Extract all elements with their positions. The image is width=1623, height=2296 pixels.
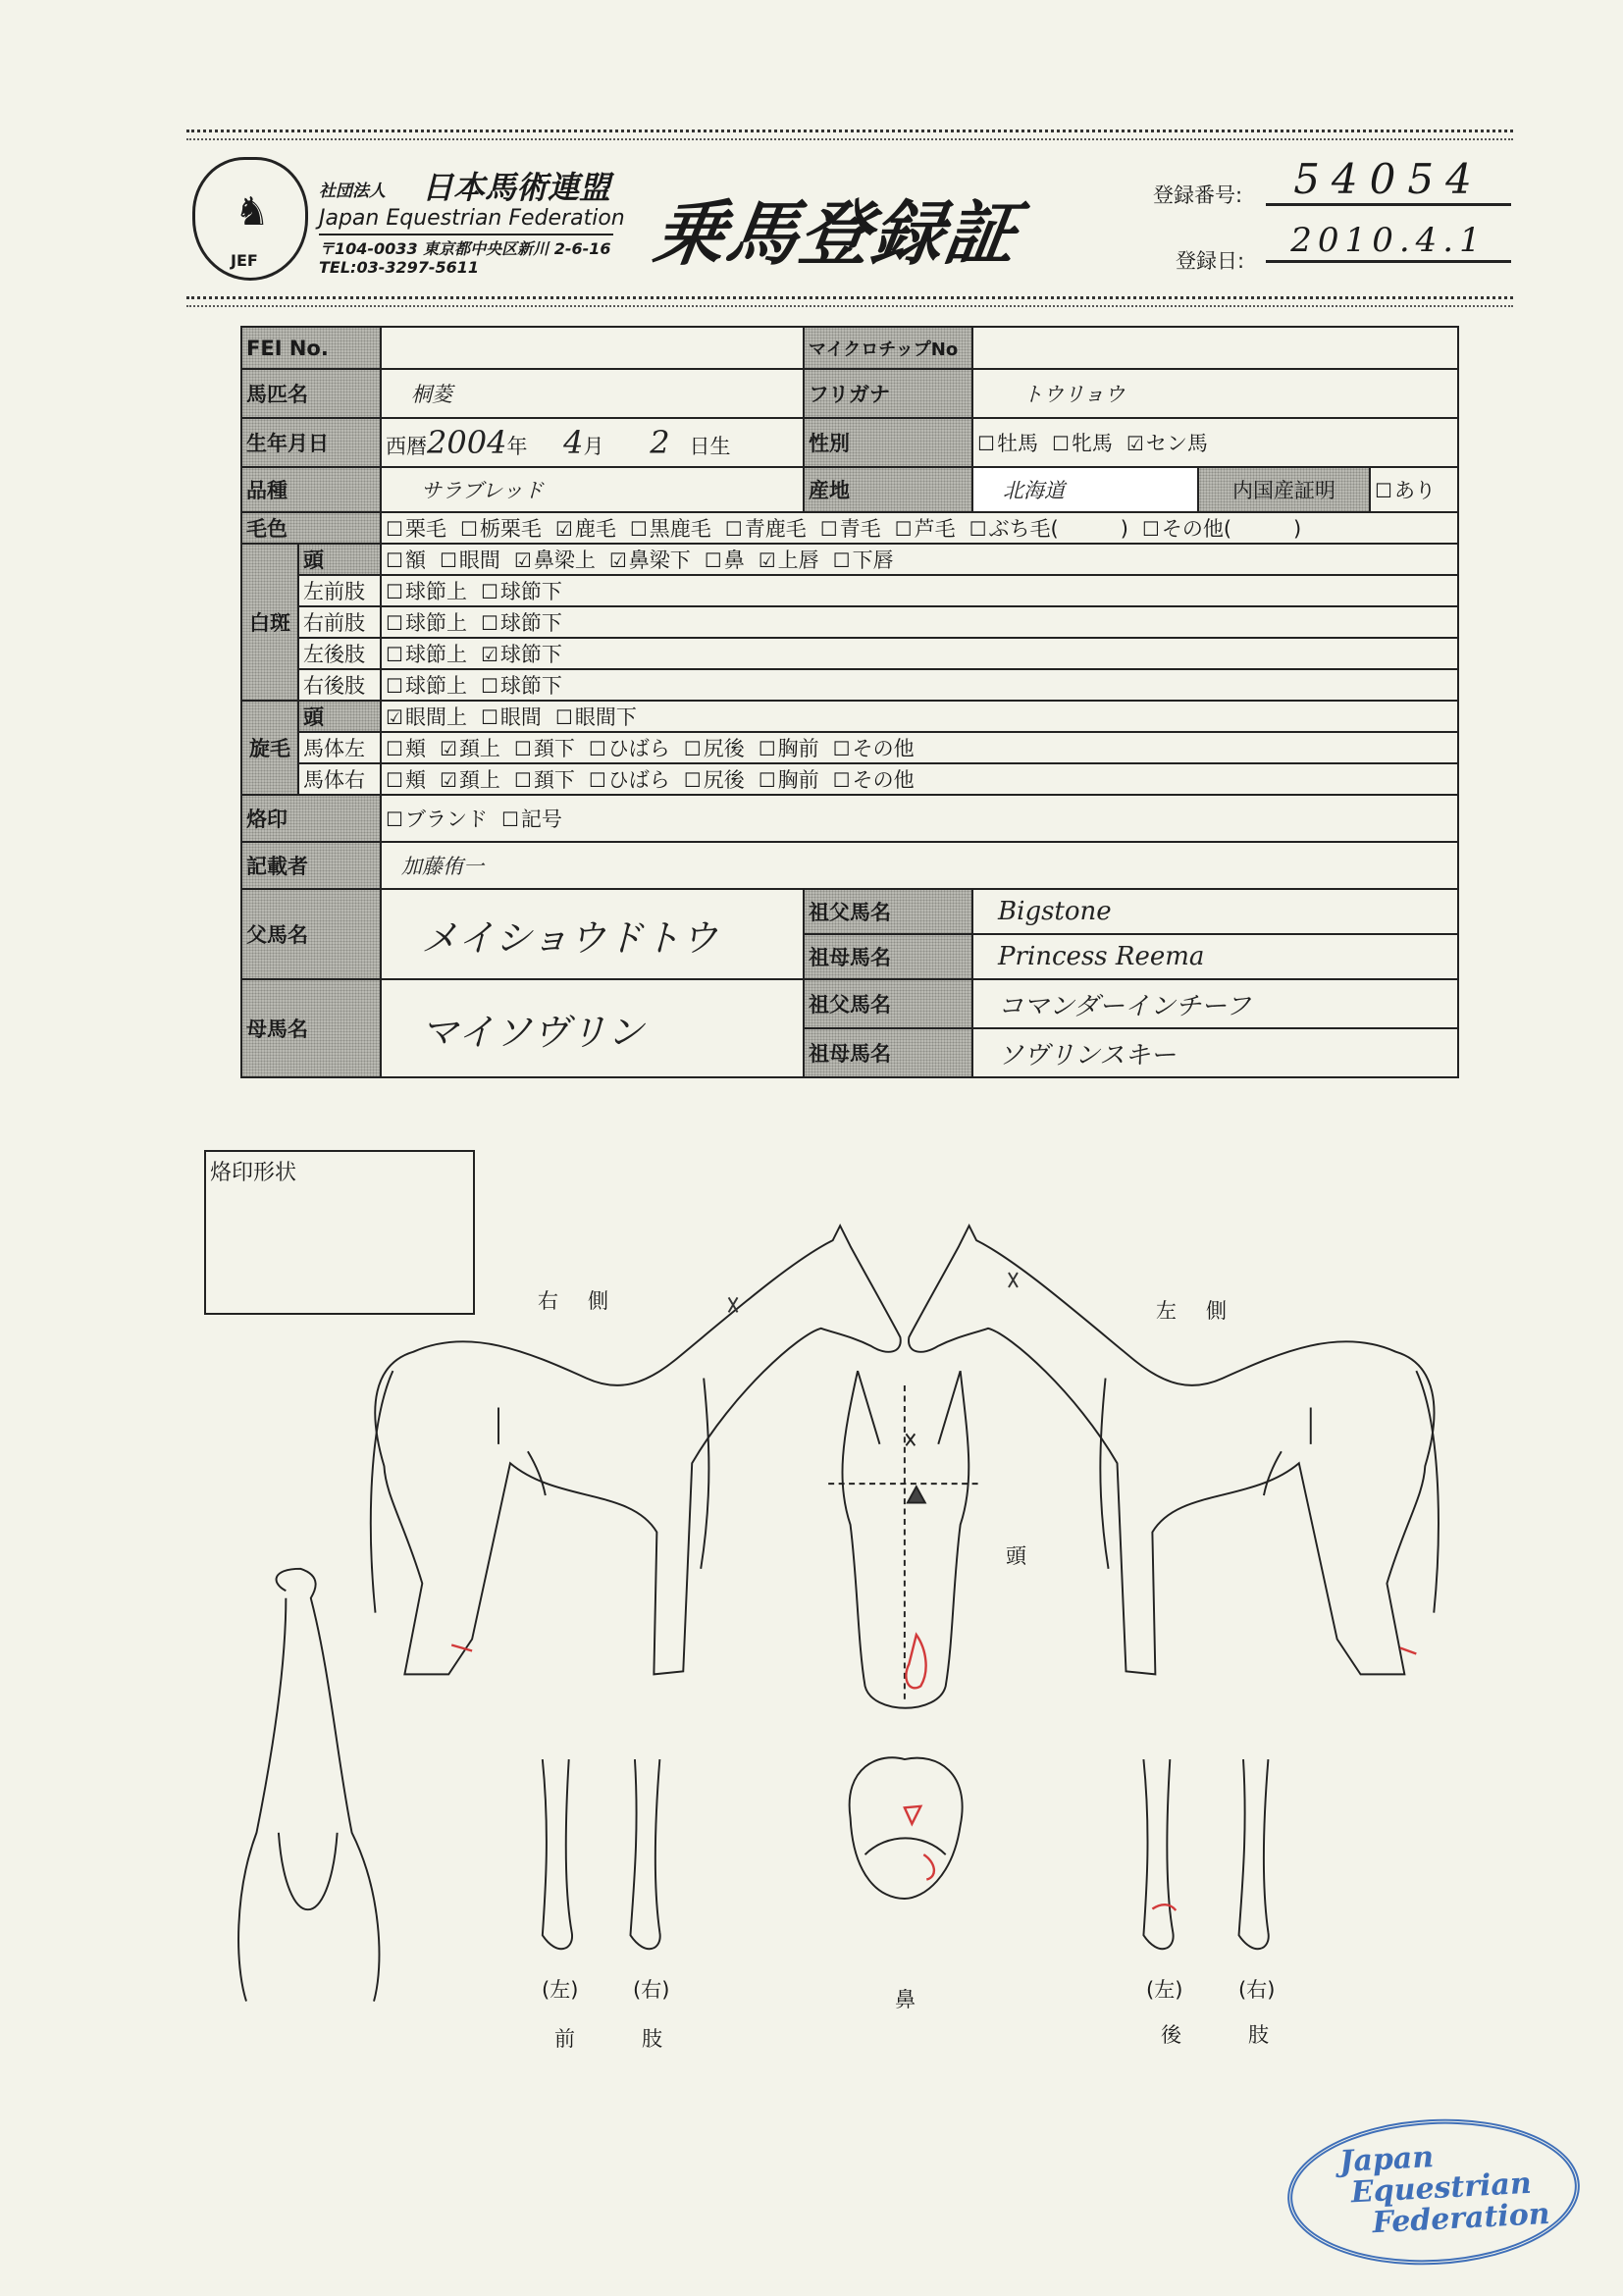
white-marking-annotations <box>451 1635 1416 1910</box>
checkbox-label: 上唇 <box>777 548 819 572</box>
checkbox-label: 額 <box>404 548 426 572</box>
checkbox-label: 鼻梁下 <box>628 548 691 572</box>
neck-top-view <box>238 1569 379 2002</box>
horse-rider-icon: ♞ <box>235 189 270 235</box>
sire-value: メイショウドトウ <box>381 889 804 979</box>
checkbox-label: 球節下 <box>499 643 562 666</box>
stamp-line: Equestrian <box>1350 2166 1533 2211</box>
org-prefix: 社団法人 <box>319 182 386 201</box>
unchecked-box-icon[interactable]: ☐ <box>1375 479 1392 502</box>
checkbox-label: 尻後 <box>703 737 745 760</box>
writer-value: 加藤侑一 <box>381 842 1458 889</box>
horse-left-side <box>909 1226 1439 1674</box>
unchecked-box-icon[interactable]: ☐ <box>480 705 498 729</box>
checkbox-label: 球節下 <box>499 674 562 698</box>
unchecked-box-icon[interactable]: ☐ <box>386 643 403 666</box>
checkbox-label: 眼間上 <box>404 705 467 729</box>
unchecked-box-icon[interactable]: ☐ <box>758 737 776 760</box>
unchecked-box-icon[interactable]: ☐ <box>500 808 519 831</box>
unchecked-box-icon[interactable]: ☐ <box>386 611 403 635</box>
checkbox-label: セン馬 <box>1145 432 1208 455</box>
whorl-part-label: 頭 <box>298 701 381 732</box>
unchecked-box-icon[interactable]: ☐ <box>819 517 838 541</box>
checked-box-icon[interactable]: ☑ <box>513 548 532 572</box>
whorl-part-label: 馬体左 <box>298 732 381 763</box>
sire-grandsire-value: Bigstone <box>972 889 1458 934</box>
checked-box-icon[interactable]: ☑ <box>439 737 457 760</box>
dam-grandsire-value: コマンダーインチーフ <box>972 979 1458 1028</box>
checkbox-label: 眼間 <box>499 705 542 729</box>
checkbox-label: ひばら <box>607 768 670 792</box>
dam-grandsire-label: 祖父馬名 <box>804 979 972 1028</box>
unchecked-box-icon[interactable]: ☐ <box>386 580 403 603</box>
unchecked-box-icon[interactable]: ☐ <box>977 432 995 455</box>
checkbox-label: 栗毛 <box>404 517 446 541</box>
checked-box-icon[interactable]: ☑ <box>608 548 627 572</box>
checkbox-label: 頚上 <box>458 768 500 792</box>
checkbox-label: 記号 <box>520 808 562 831</box>
dam-label: 母馬名 <box>241 979 381 1077</box>
org-name-en: Japan Equestrian Federation <box>319 206 625 231</box>
checkbox-label: 頬 <box>404 737 426 760</box>
unchecked-box-icon[interactable]: ☐ <box>832 548 851 572</box>
unchecked-box-icon[interactable]: ☐ <box>513 737 532 760</box>
unchecked-box-icon[interactable]: ☐ <box>386 674 403 698</box>
document-title: 乗馬登録証 <box>649 192 1024 275</box>
chip-label: マイクロチップNo <box>804 327 972 369</box>
hind-legs-view <box>1143 1759 1268 1949</box>
birth-era: 西暦 <box>386 435 428 458</box>
brand-shape-label: 烙印形状 <box>210 1161 297 1185</box>
unchecked-box-icon[interactable]: ☐ <box>969 517 987 541</box>
checkbox-label: 青鹿毛 <box>744 517 807 541</box>
birth-month: 4 <box>563 424 584 461</box>
birth-year-unit: 年 <box>506 435 528 458</box>
unchecked-box-icon[interactable]: ☐ <box>554 705 573 729</box>
reg-no-value: 54054 <box>1266 155 1511 206</box>
white-part-label: 左前肢 <box>298 575 381 606</box>
left-side-label: 左側 <box>1156 1299 1256 1323</box>
birth-day-unit: 日生 <box>689 435 731 458</box>
unchecked-box-icon[interactable]: ☐ <box>758 768 776 792</box>
checkbox-label: ひばら <box>607 737 670 760</box>
dam-value: マイソヴリン <box>381 979 804 1077</box>
head-label: 頭 <box>1006 1544 1056 1568</box>
unchecked-box-icon[interactable]: ☐ <box>386 517 403 541</box>
stamp-line: Federation <box>1371 2196 1551 2241</box>
head-front-view <box>828 1371 979 1708</box>
dam-granddam-label: 祖母馬名 <box>804 1028 972 1077</box>
hind-left-label: (左) <box>1146 1978 1183 2002</box>
reg-date-value: 2010.4.1 <box>1266 221 1511 263</box>
unchecked-box-icon[interactable]: ☐ <box>1051 432 1070 455</box>
origin-label: 産地 <box>804 467 972 512</box>
unchecked-box-icon[interactable]: ☐ <box>480 580 498 603</box>
name-value: 桐菱 <box>381 369 804 418</box>
unchecked-box-icon[interactable]: ☐ <box>386 737 403 760</box>
sex-label: 性別 <box>804 418 972 467</box>
unchecked-box-icon[interactable]: ☐ <box>386 548 403 572</box>
white-marking-label: 白斑 <box>241 544 298 701</box>
checkbox-label: ぶち毛( ) <box>988 517 1128 541</box>
checkbox-label: その他 <box>852 768 915 792</box>
kana-value: トウリョウ <box>972 369 1458 418</box>
unchecked-box-icon[interactable]: ☐ <box>683 737 702 760</box>
unchecked-box-icon[interactable]: ☐ <box>832 737 851 760</box>
checkbox-label: あり <box>1393 479 1436 502</box>
unchecked-box-icon[interactable]: ☐ <box>439 548 457 572</box>
checkbox-label: 胸前 <box>777 737 819 760</box>
checkbox-label: 球節上 <box>404 674 467 698</box>
brand-label: 烙印 <box>241 795 381 842</box>
writer-label: 記載者 <box>241 842 381 889</box>
unchecked-box-icon[interactable]: ☐ <box>386 808 403 831</box>
checkbox-label: 牝馬 <box>1071 432 1113 455</box>
reg-date-label: 登録日: <box>1176 249 1245 273</box>
unchecked-box-icon[interactable]: ☐ <box>1141 517 1160 541</box>
birth-day: 2 <box>650 424 670 461</box>
white-part-label: 右前肢 <box>298 606 381 638</box>
front-legs-view <box>543 1759 660 1949</box>
checkbox-label: 鹿毛 <box>574 517 616 541</box>
checkbox-label: 眼間 <box>458 548 500 572</box>
org-tel: TEL:03-3297-5611 <box>319 258 480 277</box>
breed-value: サラブレッド <box>381 467 804 512</box>
checked-box-icon[interactable]: ☑ <box>1126 432 1144 455</box>
white-part-label: 頭 <box>298 544 381 575</box>
unchecked-box-icon[interactable]: ☐ <box>832 768 851 792</box>
fore-left-label: (左) <box>542 1978 579 2002</box>
unchecked-box-icon[interactable]: ☐ <box>629 517 648 541</box>
checkbox-label: その他 <box>852 737 915 760</box>
checked-box-icon[interactable]: ☑ <box>554 517 573 541</box>
nose-bottom-view <box>850 1757 963 1899</box>
whorl-part-label: 馬体右 <box>298 763 381 795</box>
whorl-label: 旋毛 <box>241 701 298 795</box>
checked-box-icon[interactable]: ☑ <box>480 643 498 666</box>
sire-label: 父馬名 <box>241 889 381 979</box>
checkbox-label: 牡馬 <box>996 432 1038 455</box>
checkbox-label: 鼻梁上 <box>533 548 596 572</box>
checkbox-label: 球節上 <box>404 580 467 603</box>
sire-granddam-label: 祖母馬名 <box>804 934 972 979</box>
white-part-label: 右後肢 <box>298 669 381 701</box>
domestic-label: 内国産証明 <box>1198 467 1370 512</box>
unchecked-box-icon[interactable]: ☐ <box>588 768 606 792</box>
checkbox-label: 球節下 <box>499 611 562 635</box>
white-part-label: 左後肢 <box>298 638 381 669</box>
checkbox-label: 眼間下 <box>574 705 637 729</box>
fei-label: FEI No. <box>241 327 381 369</box>
breed-label: 品種 <box>241 467 381 512</box>
unchecked-box-icon[interactable]: ☐ <box>894 517 913 541</box>
unchecked-box-icon[interactable]: ☐ <box>513 768 532 792</box>
checkbox-label: ブランド <box>404 808 488 831</box>
birth-label: 生年月日 <box>241 418 381 467</box>
checkbox-label: 栃栗毛 <box>479 517 542 541</box>
birth-year: 2004 <box>427 424 507 461</box>
fore-right-label: (右) <box>633 1978 670 2002</box>
checkbox-label: 黒鹿毛 <box>649 517 711 541</box>
kana-label: フリガナ <box>804 369 972 418</box>
unchecked-box-icon[interactable]: ☐ <box>480 611 498 635</box>
name-label: 馬匹名 <box>241 369 381 418</box>
stamp-line: Japan <box>1338 2139 1435 2179</box>
unchecked-box-icon[interactable]: ☐ <box>683 768 702 792</box>
dam-granddam-value: ソヴリンスキー <box>972 1028 1458 1077</box>
checkbox-label: 球節上 <box>404 611 467 635</box>
checked-box-icon[interactable]: ☑ <box>439 768 457 792</box>
checkbox-label: 球節下 <box>499 580 562 603</box>
checkbox-label: 頬 <box>404 768 426 792</box>
hind-legs-label: 後肢 <box>1161 2023 1335 2047</box>
unchecked-box-icon[interactable]: ☐ <box>459 517 478 541</box>
unchecked-box-icon[interactable]: ☐ <box>704 548 722 572</box>
checkbox-label: 鼻 <box>723 548 745 572</box>
checkbox-label: 下唇 <box>852 548 894 572</box>
checkbox-label: 胸前 <box>777 768 819 792</box>
checkbox-label: その他( ) <box>1161 517 1302 541</box>
checkbox-label: 頚下 <box>533 768 575 792</box>
nose-label: 鼻 <box>895 1988 945 2011</box>
birth-month-unit: 月 <box>583 435 604 458</box>
unchecked-box-icon[interactable]: ☐ <box>724 517 743 541</box>
fore-legs-label: 前肢 <box>554 2027 729 2051</box>
hind-right-label: (右) <box>1238 1978 1276 2002</box>
checkbox-label: 球節上 <box>404 643 467 666</box>
unchecked-box-icon[interactable]: ☐ <box>588 737 606 760</box>
checked-box-icon[interactable]: ☑ <box>386 705 403 729</box>
coat-label: 毛色 <box>241 512 381 544</box>
checkbox-label: 青毛 <box>839 517 881 541</box>
unchecked-box-icon[interactable]: ☐ <box>386 768 403 792</box>
org-name-jp: 日本馬術連盟 <box>422 169 611 206</box>
checked-box-icon[interactable]: ☑ <box>758 548 776 572</box>
checkbox-label: 頚上 <box>458 737 500 760</box>
checkbox-label: 頚下 <box>533 737 575 760</box>
checkbox-label: 尻後 <box>703 768 745 792</box>
sire-grandsire-label: 祖父馬名 <box>804 889 972 934</box>
org-address: 〒104-0033 東京都中央区新川 2-6-16 <box>319 239 611 258</box>
logo-text: JEF <box>231 251 258 270</box>
unchecked-box-icon[interactable]: ☐ <box>480 674 498 698</box>
origin-value: 北海道 <box>972 467 1198 512</box>
checkbox-label: 芦毛 <box>914 517 956 541</box>
right-side-label: 右側 <box>538 1289 638 1313</box>
sire-granddam-value: Princess Reema <box>972 934 1458 979</box>
reg-no-label: 登録番号: <box>1153 183 1243 207</box>
